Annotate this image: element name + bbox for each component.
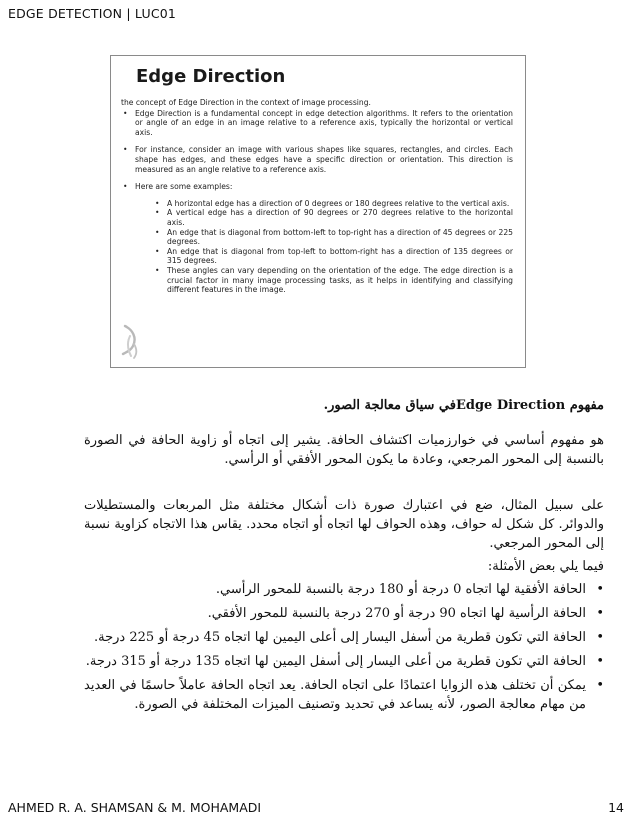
- arabic-example-list: [84, 580, 604, 719]
- slide-bullet-list: [121, 109, 513, 295]
- slide-intro: the concept of Edge Direction in the context of image processing.: [121, 98, 371, 107]
- slide-example: • A vertical edge has a direction of 90 degrees or 270 degrees relative to the horizontal axis.: [135, 208, 513, 227]
- footer-authors: AHMED R. A. SHAMSAN & M. MOHAMADI: [8, 800, 262, 815]
- arabic-paragraph: على سبيل المثال، ضع في اعتبارك صورة ذات أشكال مختلفة مثل المربعات والمستطيلات والدوائر. كل شكل له حواف، وهذه الحواف لها اتجاه أو اتجاه محدد. يقاس هذا الاتجاه كزاوية نسبة إلى المحور المرجعي.: [84, 498, 604, 551]
- arabic-examples-intro: فيما يلي بعض الأمثلة:: [487, 559, 604, 574]
- logo-icon: [119, 324, 141, 360]
- slide-bullet-examples: [121, 182, 513, 295]
- slide-example: • An edge that is diagonal from bottom-left to top-right has a direction of 45 degrees or 225 degrees.: [135, 228, 513, 247]
- slide-example: • A horizontal edge has a direction of 0 degrees or 180 degrees relative to the vertical axis.: [135, 199, 513, 209]
- slide-image: [110, 55, 526, 368]
- slide-body: [121, 98, 513, 303]
- arabic-example: • الحافة التي تكون قطرية من أعلى اليسار إلى أسفل اليمين لها اتجاه 135 درجة أو 315 درجة.: [84, 652, 604, 671]
- slide-bullet-text: Here are some examples:: [135, 182, 233, 192]
- slide-title: Edge Direction: [136, 66, 286, 87]
- arabic-example: • الحافة التي تكون قطرية من أسفل اليسار إلى أعلى اليمين لها اتجاه 45 درجة أو 225 درجة.: [84, 628, 604, 647]
- arabic-paragraph: هو مفهوم أساسي في خوارزميات اكتشاف الحافة. يشير إلى اتجاه أو زاوية الحافة في الصورة بالنسبة إلى المحور المرجعي، وعادة ما يكون المحور الأفقي أو الرأسي.: [84, 433, 604, 467]
- slide-example: • An edge that is diagonal from top-left to bottom-right has a direction of 135 degrees or 315 degrees.: [135, 247, 513, 266]
- arabic-heading: مفهوم Edge Directionفي سياق معالجة الصور.: [323, 398, 604, 413]
- slide-example: • These angles can vary depending on the orientation of the edge. The edge direction is a crucial factor in many image processing tasks, as it helps in identifying and classifying different features in the image.: [135, 266, 513, 295]
- slide-bullet: • For instance, consider an image with various shapes like squares, rectangles, and circles. Each shape has edges, and these edges have a specific direction or orientation. This direction is measured as an angle relative to a reference axis.: [121, 145, 513, 174]
- arabic-example: • الحافة الرأسية لها اتجاه 90 درجة أو 270 درجة بالنسبة للمحور الأفقي.: [84, 604, 604, 623]
- page-number: 14: [608, 800, 624, 815]
- arabic-example: • الحافة الأفقية لها اتجاه 0 درجة أو 180 درجة بالنسبة للمحور الرأسي.: [84, 580, 604, 599]
- slide-example-list: [135, 199, 513, 295]
- arabic-example: • يمكن أن تختلف هذه الزوايا اعتمادًا على اتجاه الحافة. يعد اتجاه الحافة عاملاً حاسمًا في العديد من مهام معالجة الصور، لأنه يساعد في تحديد وتصنيف الميزات المختلفة في الصورة.: [84, 676, 604, 714]
- page-header: EDGE DETECTION | LUC01: [8, 6, 177, 21]
- slide-bullet: • Edge Direction is a fundamental concept in edge detection algorithms. It refers to the orientation or angle of an edge in an image relative to a reference axis, typically the horizontal or vertical axis.: [121, 109, 513, 138]
